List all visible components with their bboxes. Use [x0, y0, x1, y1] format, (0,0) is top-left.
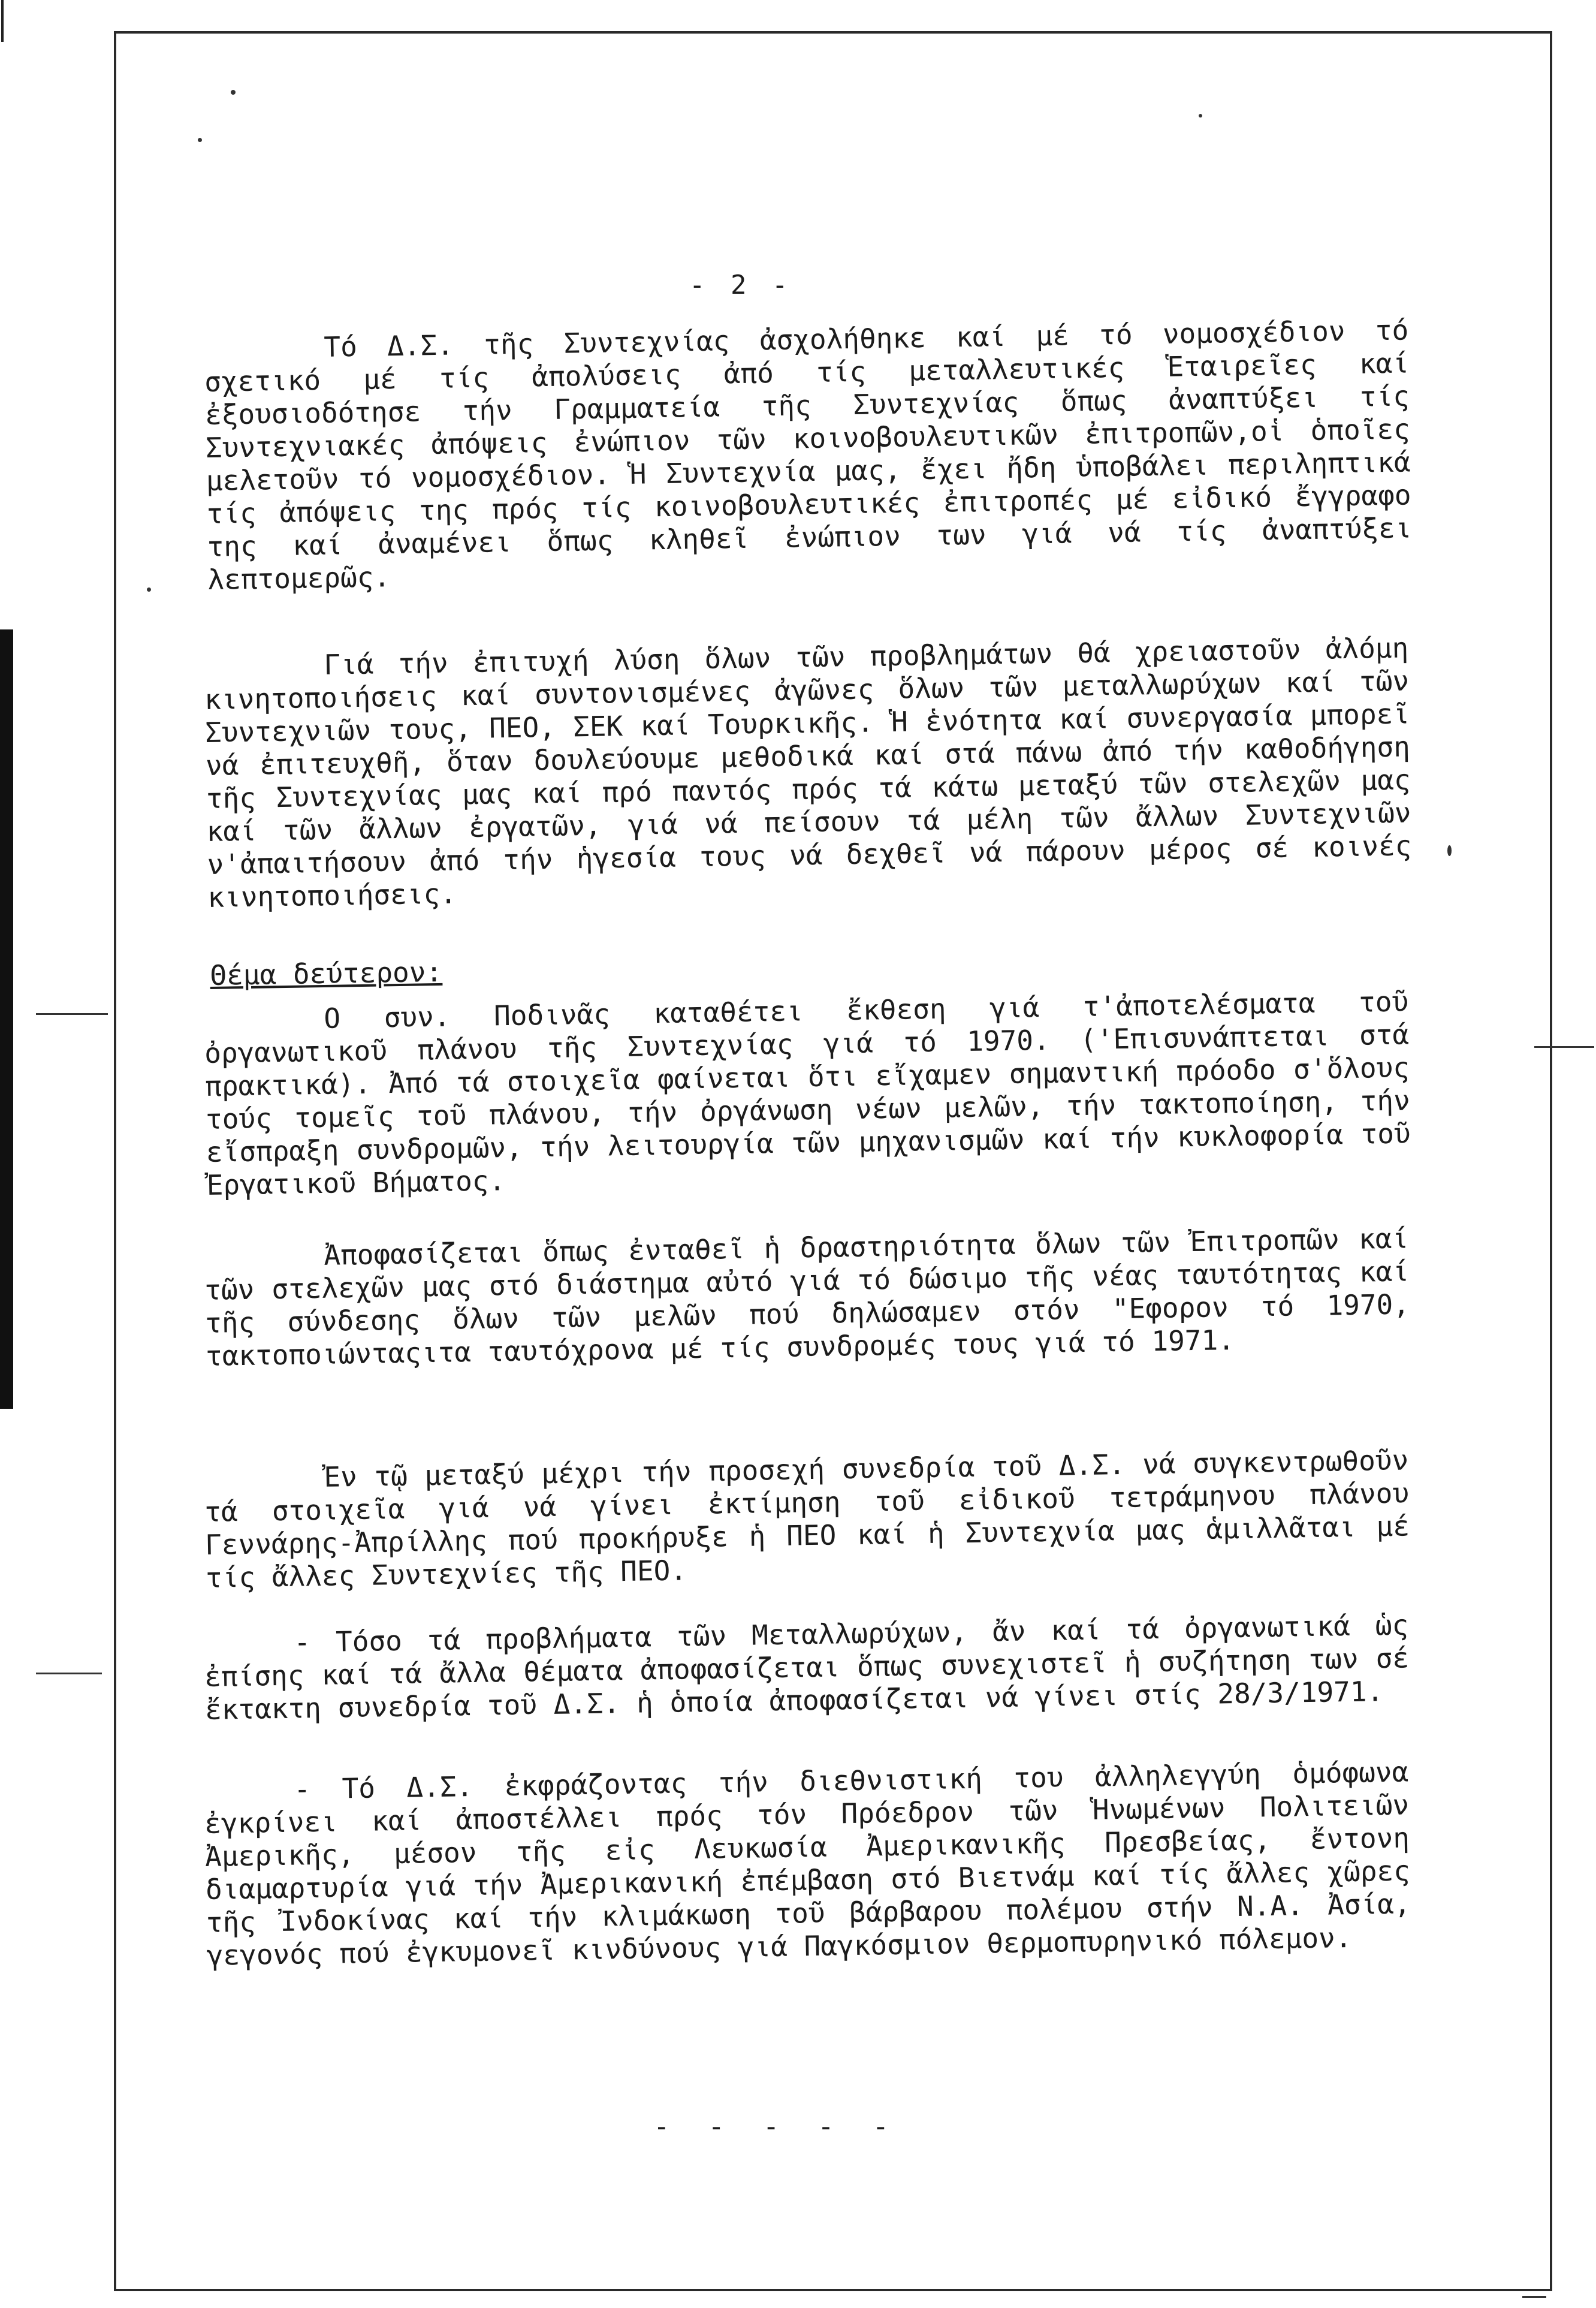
paragraph-membership-decision: Ἀποφασίζεται ὅπως ἐνταθεῖ ἡ δραστηριότητα ὅλων τῶν Ἐπιτροπῶν καί τῶν στελεχῶν μας στό διάστημα αὐτό γιά τό δώσιμο τῆς νέας ταυτότητας καί τῆς σύνδεσης ὅλων τῶν μελῶν πού δηλώσαμεν στόν "Εφορον τό 1970, τακτοποιώνταςιτα ταυτόχρονα μέ τίς συνδρομές τους γιά τό 1971.: [204, 1222, 1410, 1372]
scan-speck: [1447, 845, 1452, 856]
scan-speck: [231, 90, 236, 95]
paragraph-organisational-plan-report: Ο συν. Ποδινᾶς καταθέτει ἔκθεση γιά τ'ἀποτελέσματα τοῦ ὀργανωτικοῦ πλάνου τῆς Συντεχνίας γιά τό 1970. ('Επισυνάπτεται στά πρακτικά). Ἀπό τά στοιχεῖα φαίνεται ὅτι εἴχαμεν σημαντική πρόοδο σ'ὅλους τούς τομεῖς τοῦ πλάνου, τήν ὀργάνωση νέων μελῶν, τήν τακτοποίηση, τήν εἴσπραξη συνδρομῶν, τήν λειτουργία τῶν μηχανισμῶν καί τήν κυκλοφορία τοῦ Ἐργατικοῦ Βήματος.: [204, 985, 1411, 1201]
margin-tick: [1522, 2296, 1546, 2298]
section-heading-second-item: Θέμα δεύτερον:: [210, 955, 443, 992]
scan-speck: [147, 587, 151, 592]
paragraph-unity-of-miners: Γιά τήν ἐπιτυχή λύση ὅλων τῶν προβλημάτων θά χρειαστοῦν ἀλόμη κινητοποιήσεις καί συντονισμένες ἀγῶνες ὅλων τῶν μεταλλωρύχων καί τῶν Συντεχνιῶν τους, ΠΕΟ, ΣΕΚ καί Τουρκικῆς. Ἡ ἑνότητα καί συνεργασία μπορεῖ νά ἐπιτευχθῆ, ὅταν δουλεύουμε μεθοδικά καί στά πάνω ἀπό τήν καθοδήγηση τῆς Συντεχνίας μας καί πρό παντός πρός τά κάτω μεταξύ τῶν στελεχῶν μας καί τῶν ἄλλων ἐργατῶν, γιά νά πείσουν τά μέλη τῶν ἄλλων Συντεχνιῶν ν'ἀπαιτήσουν ἀπό τήν ἡγεσία τους νά δεχθεῖ νά πάρουν μέρος σέ κοινές κινητοποιήσεις.: [204, 631, 1412, 914]
scan-speck: [1199, 114, 1202, 117]
end-separator: - - - - -: [653, 2110, 900, 2143]
paragraph-extraordinary-session: - Τόσο τά προβλήματα τῶν Μεταλλωρύχων, ἄν καί τά ὀργανωτικά ὡς ἐπίσης καί τά ἄλλα θέματα ἀποφασίζεται ὅπως συνεχιστεῖ ἡ συζήτηση των σέ ἔκτακτη συνεδρία τοῦ Δ.Σ. ἡ ὁποία ἀποφασίζεται νά γίνει στίς 28/3/1971.: [204, 1608, 1410, 1726]
paragraph-bill-on-dismissals: Τό Δ.Σ. τῆς Συντεχνίας ἀσχολήθηκε καί μέ τό νομοσχέδιον τό σχετικό μέ τίς ἀπολύσεις ἀπό τίς μεταλλευτικές Ἑταιρεῖες καί ἐξουσιοδότησε τήν Γραμματεία τῆς Συντεχνίας ὅπως ἀναπτύξει τίς Συντεχνιακές ἀπόψεις ἐνώπιον τῶν κοινοβουλευτικῶν ἐπιτροπῶν,οἱ ὁποῖες μελετοῦν τό νομοσχέδιον. Ἡ Συντεχνία μας, ἔχει ἤδη ὑποβάλει περιληπτικά τίς ἀπόψεις της πρός τίς κοινοβουλευτικές ἐπιτροπές μέ εἰδικό ἔγγραφο της καί ἀναμένει ὅπως κληθεῖ ἐνώπιον των γιά νά τίς ἀναπτύξει λεπτομερῶς.: [204, 314, 1412, 596]
paragraph-vietnam-protest: - Τό Δ.Σ. ἐκφράζοντας τήν διεθνιστική του ἀλληλεγγύη ὁμόφωνα ἐγκρίνει καί ἀποστέλλει πρός τόν Πρόεδρον τῶν Ἡνωμένων Πολιτειῶν Ἀμερικῆς, μέσον τῆς εἰς Λευκωσία Ἀμερικανικῆς Πρεσβείας, ἔντονη διαμαρτυρία γιά τήν Ἀμερικανική ἐπέμβαση στό Βιετνάμ καί τίς ἄλλες χῶρες τῆς Ἰνδοκίνας καί τήν κλιμάκωση τοῦ βάρβαρου πολέμου στήν Ν.Α. Ἀσία, γεγονός πού ἐγκυμονεῖ κινδύνους γιά Παγκόσμιον θερμοπυρηνικό πόλεμον.: [204, 1755, 1411, 1972]
margin-tick: [36, 1013, 108, 1015]
page-number: - 2 -: [689, 270, 793, 300]
margin-tick: [1534, 1046, 1594, 1048]
scan-binding-shadow: [0, 629, 13, 1409]
margin-tick: [36, 1673, 102, 1674]
paragraph-four-month-plan: Ἐν τῷ μεταξύ μέχρι τήν προσεχή συνεδρία τοῦ Δ.Σ. νά συγκεντρωθοῦν τά στοιχεῖα γιά νά γίνει ἐκτίμηση τοῦ εἰδικοῦ τετράμηνου πλάνου Γεννάρης-Ἀπρίλλης πού προκήρυξε ἡ ΠΕΟ καί ἡ Συντεχνία μας ἁμιλλᾶται μέ τίς ἄλλες Συντεχνίες τῆς ΠΕΟ.: [204, 1444, 1410, 1594]
scan-speck: [198, 138, 202, 142]
scan-edge-mark: [1, 0, 4, 42]
